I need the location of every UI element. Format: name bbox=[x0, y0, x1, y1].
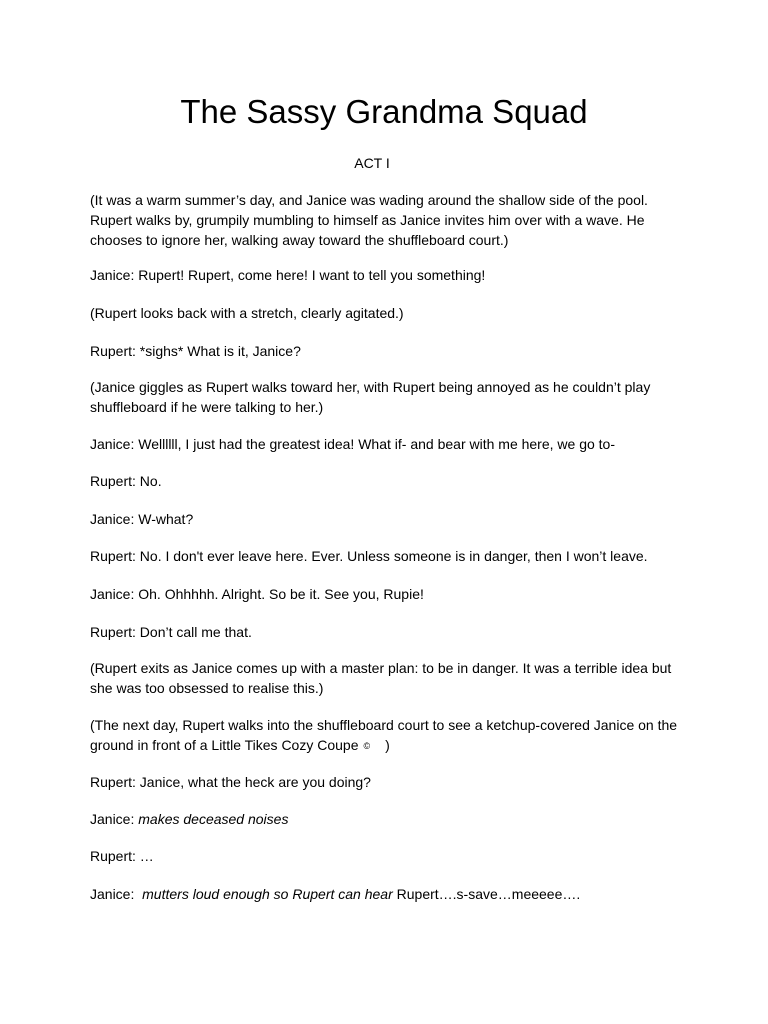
dialogue-line: Rupert: Janice, what the heck are you doing? bbox=[90, 774, 371, 790]
stage-direction: (Janice giggles as Rupert walks toward her, with Rupert being annoyed as he couldn’t play shuffleboard if he were talking to her.) bbox=[90, 379, 651, 415]
spoken-text: Rupert….s-save…meeeee…. bbox=[396, 886, 581, 902]
stage-direction-text: (The next day, Rupert walks into the shuffleboard court to see a ketchup-covered Janice on the ground in front of a Little Tikes Cozy Coupe bbox=[90, 717, 678, 753]
stage-direction: (Rupert exits as Janice comes up with a master plan: to be in danger. It was a terrible idea but she was too obsessed to realise this.) bbox=[90, 660, 672, 696]
dialogue-line: Janice: Wellllll, I just had the greatest idea! What if- and bear with me here, we go to- bbox=[90, 436, 615, 452]
copyright-symbol: © bbox=[363, 741, 371, 751]
dialogue-line bbox=[90, 809, 690, 829]
closing-parenthesis: ) bbox=[385, 737, 390, 753]
stage-direction bbox=[90, 715, 690, 756]
speaker-name: Janice: bbox=[90, 886, 135, 902]
dialogue-line: Janice: W-what? bbox=[90, 511, 194, 527]
dialogue-line bbox=[90, 884, 690, 904]
document-title: The Sassy Grandma Squad bbox=[180, 93, 588, 130]
stage-direction: (Rupert looks back with a stretch, clearly agitated.) bbox=[90, 305, 404, 321]
dialogue-line: Rupert: … bbox=[90, 848, 154, 864]
action-text: mutters loud enough so Rupert can hear bbox=[142, 886, 393, 902]
dialogue-line: Rupert: *sighs* What is it, Janice? bbox=[90, 343, 301, 359]
action-text: makes deceased noises bbox=[138, 811, 289, 827]
dialogue-line: Janice: Oh. Ohhhhh. Alright. So be it. See you, Rupie! bbox=[90, 586, 424, 602]
dialogue-line: Rupert: Don’t call me that. bbox=[90, 624, 252, 640]
speaker-name: Janice: bbox=[90, 811, 135, 827]
act-heading: ACT I bbox=[354, 155, 390, 171]
dialogue-line: Rupert: No. I don't ever leave here. Ever. Unless someone is in danger, then I won’t leave. bbox=[90, 548, 648, 564]
dialogue-line: Janice: Rupert! Rupert, come here! I want to tell you something! bbox=[90, 267, 486, 283]
dialogue-line: Rupert: No. bbox=[90, 473, 162, 489]
stage-direction: (It was a warm summer’s day, and Janice was wading around the shallow side of the pool. Rupert walks by, grumpily mumbling to himself as Janice invites him over with a wave. He chooses to ignore her, walking away toward the shuffleboard court.) bbox=[90, 192, 648, 248]
